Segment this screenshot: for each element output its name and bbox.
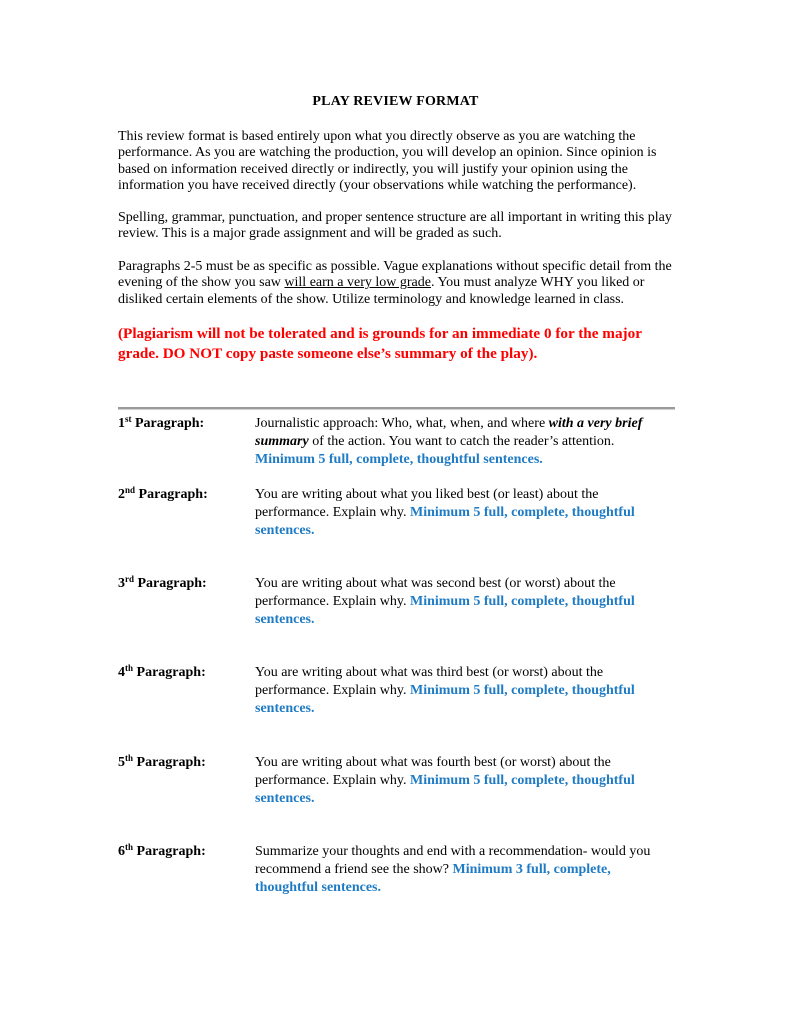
paragraph-number: 4 [118,665,125,680]
description-text: Summarize your thoughts and end with a recommendation- would you recommend a friend see the show? [255,844,651,877]
paragraph-number: 5 [118,755,125,770]
ordinal-suffix: th [125,663,134,673]
underlined-low-grade-text: will earn a very low grade [284,275,431,291]
intro-paragraph-2: Spelling, grammar, punctuation, and proper sentence structure are all important in writing this play review. This is a major grade assignment and will be graded as such. [118,210,672,242]
description-text: Journalistic approach: Who, what, when, and where [255,416,549,431]
paragraph-label [118,843,206,861]
intro-paragraph-3-text-end: . You must analyze WHY you liked or disliked certain elements of the show. Utilize terminology and knowledge learned in class. [118,275,645,307]
intro-paragraph-3 [118,259,676,308]
description-text: You are writing about what was fourth best (or worst) about the performance. Explain why. [255,755,611,788]
description-text: You are writing about what was third best (or worst) about the performance. Explain why. [255,665,604,698]
paragraph-label-text: Paragraph: [135,487,208,502]
paragraph-label [118,754,206,772]
description-text: You are writing about what you liked best (or least) about the performance. Explain why. [255,487,599,520]
section-divider [118,407,675,410]
intro-paragraph-1: This review format is based entirely upon what you directly observe as you are watching the performance. As you are watching the production, you will develop an opinion. Since opinion is based on information received directly or indirectly, you will justify your opinion using the information you have received directly (your observations while watching the performance). [118,129,657,194]
intro-paragraph-3-text-start: Paragraphs 2-5 must be as specific as possible. Vague explanations without specific detail from the evening of the show you saw [118,259,672,291]
paragraph-description [255,843,675,897]
description-text-continued: of the action. You want to catch the reader’s attention. [308,434,615,449]
paragraph-label [118,415,204,433]
page-title: PLAY REVIEW FORMAT [312,94,479,109]
paragraph-label [118,486,208,504]
paragraph-label [118,575,207,593]
paragraph-number: 2 [118,487,125,502]
paragraph-description [255,754,675,808]
emphasis-text: with a very brief summary [255,416,643,449]
paragraph-description [255,664,675,718]
paragraph-label-text: Paragraph: [133,844,206,859]
paragraph-description [255,575,675,629]
paragraph-label-text: Paragraph: [133,665,206,680]
ordinal-suffix: th [125,842,134,852]
ordinal-suffix: st [125,414,132,424]
paragraph-label-text: Paragraph: [134,576,207,591]
ordinal-suffix: rd [125,574,134,584]
plagiarism-warning: (Plagiarism will not be tolerated and is grounds for an immediate 0 for the major grade. DO NOT copy paste someone else’s summary of the play). [118,325,642,362]
paragraph-number: 1 [118,416,125,431]
ordinal-suffix: nd [125,485,136,495]
paragraph-number: 6 [118,844,125,859]
paragraph-label-text: Paragraph: [131,416,205,431]
sentence-requirement: Minimum 3 full, complete, thoughtful sentences. [255,862,611,895]
description-text: You are writing about what was second best (or worst) about the performance. Explain why. [255,576,616,609]
paragraph-description [255,486,675,540]
sentence-requirement: Minimum 5 full, complete, thoughtful sentences. [255,505,635,538]
paragraph-label [118,664,206,682]
sentence-requirement: Minimum 5 full, complete, thoughtful sentences. [255,594,635,627]
sentence-requirement: Minimum 5 full, complete, thoughtful sentences. [255,773,635,806]
paragraph-description [255,415,675,469]
sentence-requirement: Minimum 5 full, complete, thoughtful sentences. [255,683,635,716]
paragraph-number: 3 [118,576,125,591]
ordinal-suffix: th [125,753,134,763]
paragraph-label-text: Paragraph: [133,755,206,770]
sentence-requirement: Minimum 5 full, complete, thoughtful sentences. [255,452,543,467]
